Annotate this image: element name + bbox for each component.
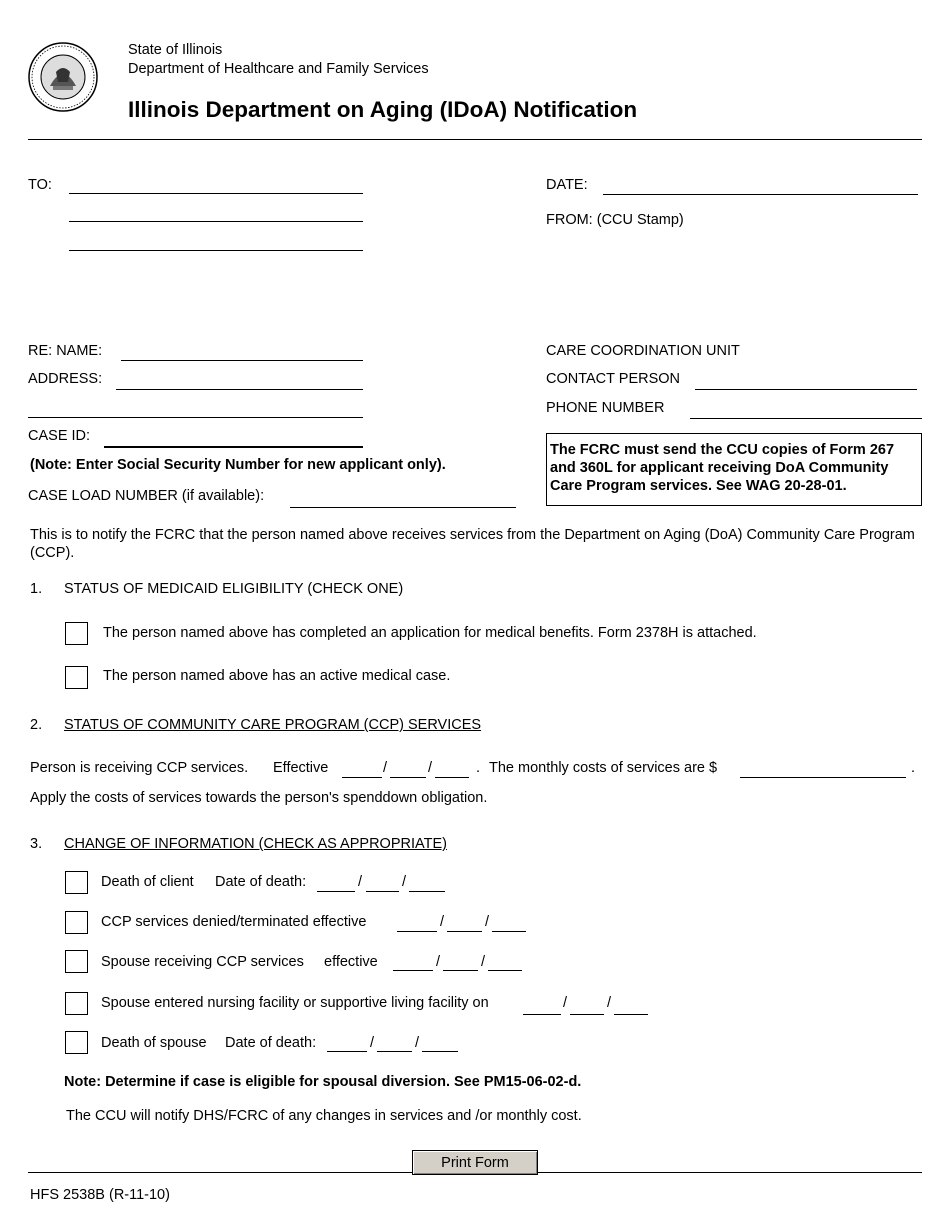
period: .: [476, 760, 481, 776]
address-field-2[interactable]: [28, 417, 363, 418]
option-active-medical-case: The person named above has an active medical case.: [103, 668, 451, 684]
client-death-month-field[interactable]: [317, 891, 355, 892]
spouse-facility-year-field[interactable]: [614, 1014, 648, 1015]
to-label: TO:: [28, 177, 52, 193]
death-of-client-label: Death of client: [101, 874, 194, 890]
checkbox-death-of-spouse[interactable]: [65, 1031, 88, 1054]
effective-month-field[interactable]: [342, 777, 382, 778]
state-seal-icon: [28, 42, 98, 112]
contact-label: CONTACT PERSON: [546, 371, 681, 387]
to-line-2[interactable]: [69, 221, 363, 222]
contact-field[interactable]: [695, 389, 917, 390]
section1-heading: STATUS OF MEDICAID ELIGIBILITY (CHECK ONE): [64, 581, 404, 597]
section2-heading: STATUS OF COMMUNITY CARE PROGRAM (CCP) SERVICES: [64, 717, 482, 733]
section2-number: 2.: [30, 717, 43, 733]
spouse-death-year-field[interactable]: [422, 1051, 458, 1052]
checkbox-spouse-receiving-ccp[interactable]: [65, 950, 88, 973]
intro-paragraph: This is to notify the FCRC that the person named above receives services from the Department on Aging (DoA) Community Care Program (CCP).: [30, 527, 915, 561]
slash: /: [436, 954, 441, 970]
header-divider: [28, 139, 922, 140]
slash: /: [370, 1035, 375, 1051]
address-label: ADDRESS:: [28, 371, 103, 387]
ccp-denied-label: CCP services denied/terminated effective: [101, 914, 367, 930]
from-label: FROM: (CCU Stamp): [546, 212, 684, 228]
case-id-field[interactable]: [104, 446, 363, 448]
client-death-year-field[interactable]: [409, 891, 445, 892]
spenddown-text: Apply the costs of services towards the person's spenddown obligation.: [30, 790, 488, 806]
checkbox-application-completed[interactable]: [65, 622, 88, 645]
slash: /: [440, 914, 445, 930]
checkbox-ccp-denied[interactable]: [65, 911, 88, 934]
checkbox-spouse-nursing-facility[interactable]: [65, 992, 88, 1015]
checkbox-active-medical-case[interactable]: [65, 666, 88, 689]
ccp-denied-year-field[interactable]: [492, 931, 526, 932]
period: .: [911, 760, 916, 776]
monthly-cost-field[interactable]: [740, 777, 906, 778]
caseload-label: CASE LOAD NUMBER (if available):: [28, 488, 265, 504]
spousal-diversion-note: Note: Determine if case is eligible for spousal diversion. See PM15-06-02-d.: [64, 1074, 582, 1090]
spouse-ccp-month-field[interactable]: [393, 970, 433, 971]
spouse-nursing-label: Spouse entered nursing facility or supportive living facility on: [101, 995, 489, 1011]
slash: /: [415, 1035, 420, 1051]
name-field[interactable]: [121, 360, 363, 361]
option-application-completed: The person named above has completed an application for medical benefits. Form 2378H is attached.: [103, 625, 757, 641]
spouse-ccp-year-field[interactable]: [488, 970, 522, 971]
section1-number: 1.: [30, 581, 43, 597]
slash: /: [485, 914, 490, 930]
spouse-death-day-field[interactable]: [377, 1051, 412, 1052]
form-number: HFS 2538B (R-11-10): [30, 1187, 170, 1203]
slash: /: [358, 874, 363, 890]
effective-day-field[interactable]: [390, 777, 426, 778]
fcrc-info-box: The FCRC must send the CCU copies of Form 267 and 360L for applicant receiving DoA Community Care Program services. See WAG 20-28-01.: [546, 433, 922, 506]
slash: /: [481, 954, 486, 970]
ssn-note: (Note: Enter Social Security Number for new applicant only).: [30, 457, 446, 473]
re-name-label: RE: NAME:: [28, 343, 103, 359]
date-of-death-label: Date of death:: [225, 1035, 317, 1051]
phone-label: PHONE NUMBER: [546, 400, 665, 416]
effective-year-field[interactable]: [435, 777, 469, 778]
monthly-costs-label: The monthly costs of services are $: [489, 760, 718, 776]
spouse-ccp-day-field[interactable]: [443, 970, 478, 971]
spouse-death-month-field[interactable]: [327, 1051, 367, 1052]
department-name: Department of Healthcare and Family Services: [128, 61, 429, 77]
phone-field[interactable]: [690, 418, 922, 419]
ccu-notify-text: The CCU will notify DHS/FCRC of any changes in services and /or monthly cost.: [66, 1108, 582, 1124]
spouse-facility-month-field[interactable]: [523, 1014, 561, 1015]
spouse-receiving-label: Spouse receiving CCP services: [101, 954, 304, 970]
spouse-facility-day-field[interactable]: [570, 1014, 604, 1015]
case-id-label: CASE ID:: [28, 428, 91, 444]
slash: /: [563, 995, 568, 1011]
checkbox-death-of-client[interactable]: [65, 871, 88, 894]
to-line-1[interactable]: [69, 193, 363, 194]
caseload-field[interactable]: [290, 507, 516, 508]
state-name: State of Illinois: [128, 42, 223, 58]
to-line-3[interactable]: [69, 250, 363, 251]
slash: /: [402, 874, 407, 890]
section3-heading: CHANGE OF INFORMATION (CHECK AS APPROPRIATE): [64, 836, 447, 852]
receiving-ccp-text: Person is receiving CCP services.: [30, 760, 249, 776]
page-title: Illinois Department on Aging (IDoA) Notification: [128, 97, 638, 122]
slash: /: [607, 995, 612, 1011]
effective-label: Effective: [273, 760, 329, 776]
ccp-denied-month-field[interactable]: [397, 931, 437, 932]
ccp-denied-day-field[interactable]: [447, 931, 482, 932]
ccu-label: CARE COORDINATION UNIT: [546, 343, 740, 359]
section3-number: 3.: [30, 836, 43, 852]
date-field[interactable]: [603, 194, 918, 195]
date-of-death-label: Date of death:: [215, 874, 307, 890]
slash: /: [428, 760, 433, 776]
address-field-1[interactable]: [116, 389, 363, 390]
slash: /: [383, 760, 388, 776]
date-label: DATE:: [546, 177, 588, 193]
client-death-day-field[interactable]: [366, 891, 399, 892]
print-form-button[interactable]: Print Form: [412, 1150, 538, 1175]
effective-label: effective: [324, 954, 378, 970]
death-of-spouse-label: Death of spouse: [101, 1035, 207, 1051]
